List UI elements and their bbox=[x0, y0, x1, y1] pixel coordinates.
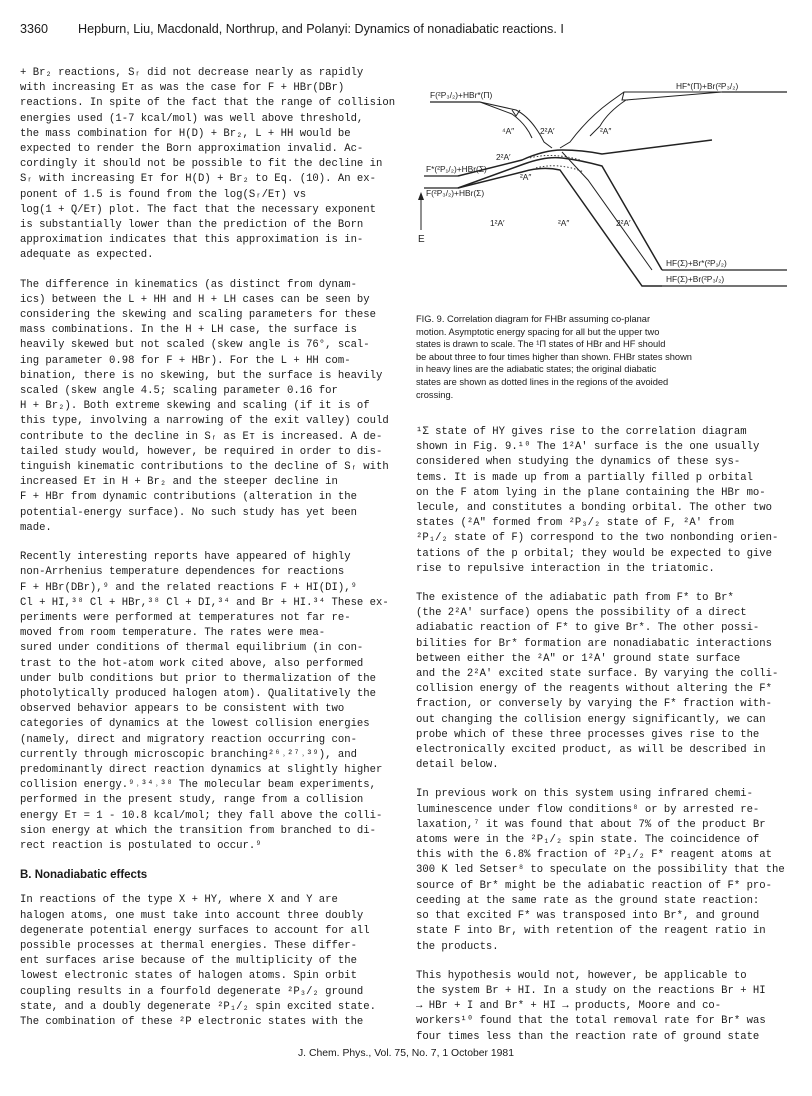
text-line: reactions. In spite of the fact that the range of collision bbox=[20, 97, 396, 110]
text-line: adiabatic reaction of F* to give Br*. The other possi- bbox=[416, 622, 760, 635]
text-line: lowest electronic states of halogen atoms. Spin orbit bbox=[20, 970, 357, 983]
energy-axis-arrowhead bbox=[418, 192, 424, 200]
text-line: contribute to the decline in Sᵣ as Eᴛ is increased. A de- bbox=[20, 430, 383, 443]
text-line: FIG. 9. Correlation diagram for FHBr assuming co-planar bbox=[416, 314, 651, 324]
text-line: tailed study would, however, be required in order to dis- bbox=[20, 445, 383, 458]
text-line: The difference in kinematics (as distinct from dynam- bbox=[20, 278, 357, 291]
state-label: 2²A′ bbox=[540, 126, 555, 136]
text-line: + Br₂ reactions, Sᵣ did not decrease nearly as rapidly bbox=[20, 67, 364, 79]
text-line: energies used (1-7 kcal/mol) was well above threshold, bbox=[20, 112, 364, 125]
text-line: sured under conditions of thermal equilibrium (in con- bbox=[20, 642, 364, 655]
paragraph bbox=[416, 425, 792, 577]
text-line: tems. It is made up from a partially filled p orbital bbox=[416, 471, 753, 484]
text-line: increased Eᴛ in H + Br₂ and the steeper decline in bbox=[20, 476, 338, 489]
text-line: collision energy of the reagents without altering the F* bbox=[416, 683, 773, 696]
text-line: F + HBr from dynamic contributions (alteration in the bbox=[20, 491, 357, 504]
text-line: performed in the present study, range from a collision bbox=[20, 794, 364, 807]
label-fstar-hbr: F*(²P₁/₂)+HBr(Σ) bbox=[426, 164, 487, 174]
text-line: approximation indicates that this approximation is in- bbox=[20, 234, 364, 247]
text-line: bilities for Br* formation are nonadiabatic interactions bbox=[416, 637, 773, 650]
text-line: periments were performed at temperatures not far re- bbox=[20, 611, 351, 624]
text-line: under bulb conditions but prior to thermalization of the bbox=[20, 672, 377, 685]
text-line: considering the skewing and scaling parameters for these bbox=[20, 309, 377, 322]
left-column bbox=[20, 66, 396, 1044]
label-hf-br: HF(Σ)+Br(²P₃/₂) bbox=[666, 274, 725, 284]
text-line: state F into Br, with retention of the reagent ratio in bbox=[416, 925, 766, 938]
text-line: ics) between the L + HH and H + LH cases can be seen by bbox=[20, 293, 370, 306]
text-line: collision energy.⁹˒³⁴˒³⁸ The molecular beam experiments, bbox=[20, 779, 377, 792]
state-label: 2²A′ bbox=[496, 152, 511, 162]
text-line: → HBr + I and Br* + HI → products, Moore and co- bbox=[416, 1000, 722, 1013]
text-line: the products. bbox=[416, 940, 499, 953]
text-line: In previous work on this system using infrared chemi- bbox=[416, 788, 753, 801]
text-line: categories of dynamics at the lowest collision energies bbox=[20, 718, 370, 731]
text-line: ponent of 1.5 is found from the log(Sᵣ/Eᴛ) vs bbox=[20, 188, 307, 201]
text-line: (namely, direct and migratory reaction occurring con- bbox=[20, 733, 357, 746]
section-heading: B. Nonadiabatic effects bbox=[20, 869, 148, 882]
text-line: heavily skewed but not scaled (skew angle is 76°, scal- bbox=[20, 339, 370, 352]
label-hf-pi-br: HF*(Π)+Br(²P₃/₂) bbox=[676, 81, 739, 91]
text-line: degenerate potential energy surfaces to account for all bbox=[20, 924, 370, 937]
text-line: workers¹⁰ found that the total removal rate for Br* was bbox=[416, 1015, 766, 1028]
text-line: mass combinations. In the H + LH case, the surface is bbox=[20, 324, 357, 337]
text-line: laxation,⁷ it was found that about 7% of the product Br bbox=[416, 818, 766, 831]
text-line: non-Arrhenius temperature dependences for reactions bbox=[20, 566, 345, 579]
state-label: ⁴A″ bbox=[502, 126, 515, 136]
label-f-hbr: F(²P₃/₂)+HBr(Σ) bbox=[426, 188, 485, 198]
correlation-diagram bbox=[412, 80, 792, 310]
label-hf-brstar: HF(Σ)+Br*(²P₁/₂) bbox=[666, 258, 727, 268]
text-line: sion energy at which the transition from branched to di- bbox=[20, 824, 377, 837]
text-line: luminescence under flow conditions⁸ or by arrested re- bbox=[416, 803, 760, 816]
text-line: F + HBr(DBr),⁹ and the related reactions F + HI(DI),⁹ bbox=[20, 581, 357, 594]
paragraph bbox=[20, 66, 396, 264]
state-label: ²A″ bbox=[558, 218, 570, 228]
text-line: the system Br + HI. In a study on the reactions Br + HI bbox=[416, 984, 766, 997]
text-line: photolytically produced halogen atom). Qualitatively the bbox=[20, 687, 377, 700]
paragraph bbox=[20, 893, 396, 1030]
text-line: this type, involving a narrowing of the exit valley) could bbox=[20, 415, 389, 428]
page-number: 3360 bbox=[20, 22, 49, 36]
text-line: and the 2²A′ excited state surface. By varying the colli- bbox=[416, 668, 779, 681]
text-line: lecule, and constitutes a bonding orbital. The other two bbox=[416, 502, 773, 515]
text-line: motion. Asymptotic energy spacing for all but the upper two bbox=[416, 326, 660, 337]
text-line: halogen atoms, one must take into account three doubly bbox=[20, 909, 364, 922]
text-line: made. bbox=[20, 521, 52, 534]
text-line: bination, there is no skewing, but the surface is heavily bbox=[20, 369, 383, 382]
text-line: This hypothesis would not, however, be applicable to bbox=[416, 969, 747, 982]
text-line: four times less than the reaction rate of ground state bbox=[416, 1030, 760, 1043]
text-line: ceeding at the same rate as the ground state reaction: bbox=[416, 894, 760, 907]
text-line: ¹Σ state of HY gives rise to the correlation diagram bbox=[416, 426, 747, 438]
text-line: coupling results in a fourfold degenerate ²P₃/₂ ground bbox=[20, 985, 364, 998]
text-line: (the 2²A′ surface) opens the possibility of a direct bbox=[416, 607, 747, 620]
text-line: ent surfaces arise because of the multiplicity of the bbox=[20, 955, 357, 968]
state-label: ²A″ bbox=[520, 172, 532, 182]
text-line: rise to repulsive interaction in the triatomic. bbox=[416, 562, 715, 575]
text-line: so that excited F* was transposed into Br*, and ground bbox=[416, 910, 760, 923]
text-line: Recently interesting reports have appeared of highly bbox=[20, 551, 351, 564]
text-line: detail below. bbox=[416, 759, 499, 772]
text-line: In reactions of the type X + HY, where X and Y are bbox=[20, 894, 338, 907]
state-label: 1²A′ bbox=[490, 218, 505, 228]
text-line: rect reaction is postulated to occur.⁹ bbox=[20, 839, 262, 852]
text-line: the mass combination for H(D) + Br₂, L + HH would be bbox=[20, 127, 351, 140]
text-line: considered when studying the dynamics of these sys- bbox=[416, 456, 741, 469]
text-line: out changing the collision energy significantly, we can bbox=[416, 713, 766, 726]
text-line: observed behavior appears to be consistent with two bbox=[20, 703, 345, 716]
right-column bbox=[416, 425, 792, 1059]
energy-axis-label: E bbox=[418, 234, 425, 245]
state-label: 2²A′ bbox=[616, 218, 631, 228]
label-f-hbr-pi: F(²P₃/₂)+HBr*(Π) bbox=[430, 90, 493, 100]
text-line: tinguish kinematic contributions to the decline of Sᵣ with bbox=[20, 461, 389, 474]
upper-state-curve bbox=[560, 92, 722, 148]
text-line: states are shown as dotted lines in the regions of the avoided bbox=[416, 376, 669, 387]
text-line: crossing. bbox=[416, 389, 454, 400]
text-line: energy Eᴛ = 1 - 10.8 kcal/mol; they fall above the colli- bbox=[20, 809, 383, 822]
text-line: shown in Fig. 9.¹⁰ The 1²A′ surface is the one usually bbox=[416, 441, 760, 454]
text-line: be about three to four times higher than shown. FHBr states shown bbox=[416, 351, 692, 362]
text-line: predominantly direct reaction dynamics at slightly higher bbox=[20, 763, 383, 776]
text-line: states (²A″ formed from ²P₃/₂ state of F, ²A′ from bbox=[416, 517, 734, 530]
adiabatic-state-curve bbox=[458, 158, 662, 270]
state-label: ²A″ bbox=[600, 126, 612, 136]
text-line: with increasing Eᴛ as was the case for F + HBr(DBr) bbox=[20, 82, 345, 95]
text-line: ing parameter 0.98 for F + HBr). For the L + HH com- bbox=[20, 354, 351, 367]
text-line: H + Br₂). Both extreme skewing and scaling (if it is of bbox=[20, 400, 370, 413]
text-line: potential-energy surface). No such study has yet been bbox=[20, 506, 357, 519]
text-line: tations of the p orbital; they would be expected to give bbox=[416, 547, 773, 560]
running-title: Hepburn, Liu, Macdonald, Northrup, and Polanyi: Dynamics of nonadiabatic reactions. I bbox=[78, 22, 564, 36]
text-line: ²P₁/₂ state of F) correspond to the two nonbonding orien- bbox=[416, 532, 779, 545]
text-line: cordingly it should not be possible to fit the decline in bbox=[20, 158, 383, 171]
text-line: expected to render the Born approximation invalid. Ac- bbox=[20, 143, 364, 156]
running-header bbox=[20, 22, 792, 42]
paragraph bbox=[20, 550, 396, 854]
text-line: between either the ²A″ or 1²A′ ground state surface bbox=[416, 652, 741, 665]
journal-footer: J. Chem. Phys., Vol. 75, No. 7, 1 October 1981 bbox=[297, 1048, 514, 1059]
figure-caption bbox=[416, 313, 792, 401]
text-line: states is drawn to scale. The ¹Π states of HBr and HF should bbox=[416, 339, 666, 350]
text-line: state, and a doubly degenerate ²P₁/₂ spin excited state. bbox=[20, 1000, 377, 1013]
paragraph bbox=[416, 591, 792, 773]
text-line: atoms were in the ²P₁/₂ spin state. The coincidence of bbox=[416, 834, 760, 847]
text-line: probe which of these three processes gives rise to the bbox=[416, 728, 760, 741]
text-line: fraction, or conversely by varying the F* fraction with- bbox=[416, 698, 773, 711]
text-line: electronically excited product, as will be described in bbox=[416, 744, 766, 757]
text-line: log(1 + Q/Eᴛ) plot. The fact that the necessary exponent bbox=[20, 203, 377, 216]
text-line: 300 K led Setser⁸ to speculate on the possibility that the bbox=[416, 864, 785, 877]
paragraph bbox=[416, 969, 792, 1045]
text-line: possible processes at thermal energies. These differ- bbox=[20, 939, 357, 952]
text-line: The combination of these ²P electronic states with the bbox=[20, 1015, 364, 1028]
text-line: on the F atom lying in the plane containing the HBr mo- bbox=[416, 486, 766, 499]
text-line: is substantially lower than the prediction of the Born bbox=[20, 219, 364, 232]
text-line: The existence of the adiabatic path from F* to Br* bbox=[416, 592, 734, 605]
text-line: this with the 6.8% fraction of ²P₁/₂ F* reagent atoms at bbox=[416, 849, 773, 862]
paragraph bbox=[416, 787, 792, 954]
text-line: in heavy lines are the adiabatic states; the original diabatic bbox=[416, 364, 657, 375]
text-line: trast to the hot-atom work cited above, also performed bbox=[20, 657, 364, 670]
upper-state-curve bbox=[480, 102, 552, 148]
paragraph bbox=[20, 278, 396, 536]
text-line: scaled (skew angle 4.5; scaling parameter 0.16 for bbox=[20, 385, 338, 398]
text-line: currently through microscopic branching²⁶˒²⁷˒³⁹), and bbox=[20, 748, 357, 761]
text-line: Sᵣ with increasing Eᴛ for H(D) + Br₂ to Eq. (10). An ex- bbox=[20, 173, 377, 186]
text-line: adequate as expected. bbox=[20, 249, 154, 262]
text-line: moved from room temperature. The rates were mea- bbox=[20, 627, 326, 640]
adiabatic-state-curve bbox=[562, 152, 652, 270]
text-line: Cl + HI,³⁸ Cl + HBr,³⁸ Cl + DI,³⁴ and Br + HI.³⁴ These ex- bbox=[20, 596, 389, 609]
text-line: source of Br* might be the adiabatic reaction of F* pro- bbox=[416, 879, 773, 892]
